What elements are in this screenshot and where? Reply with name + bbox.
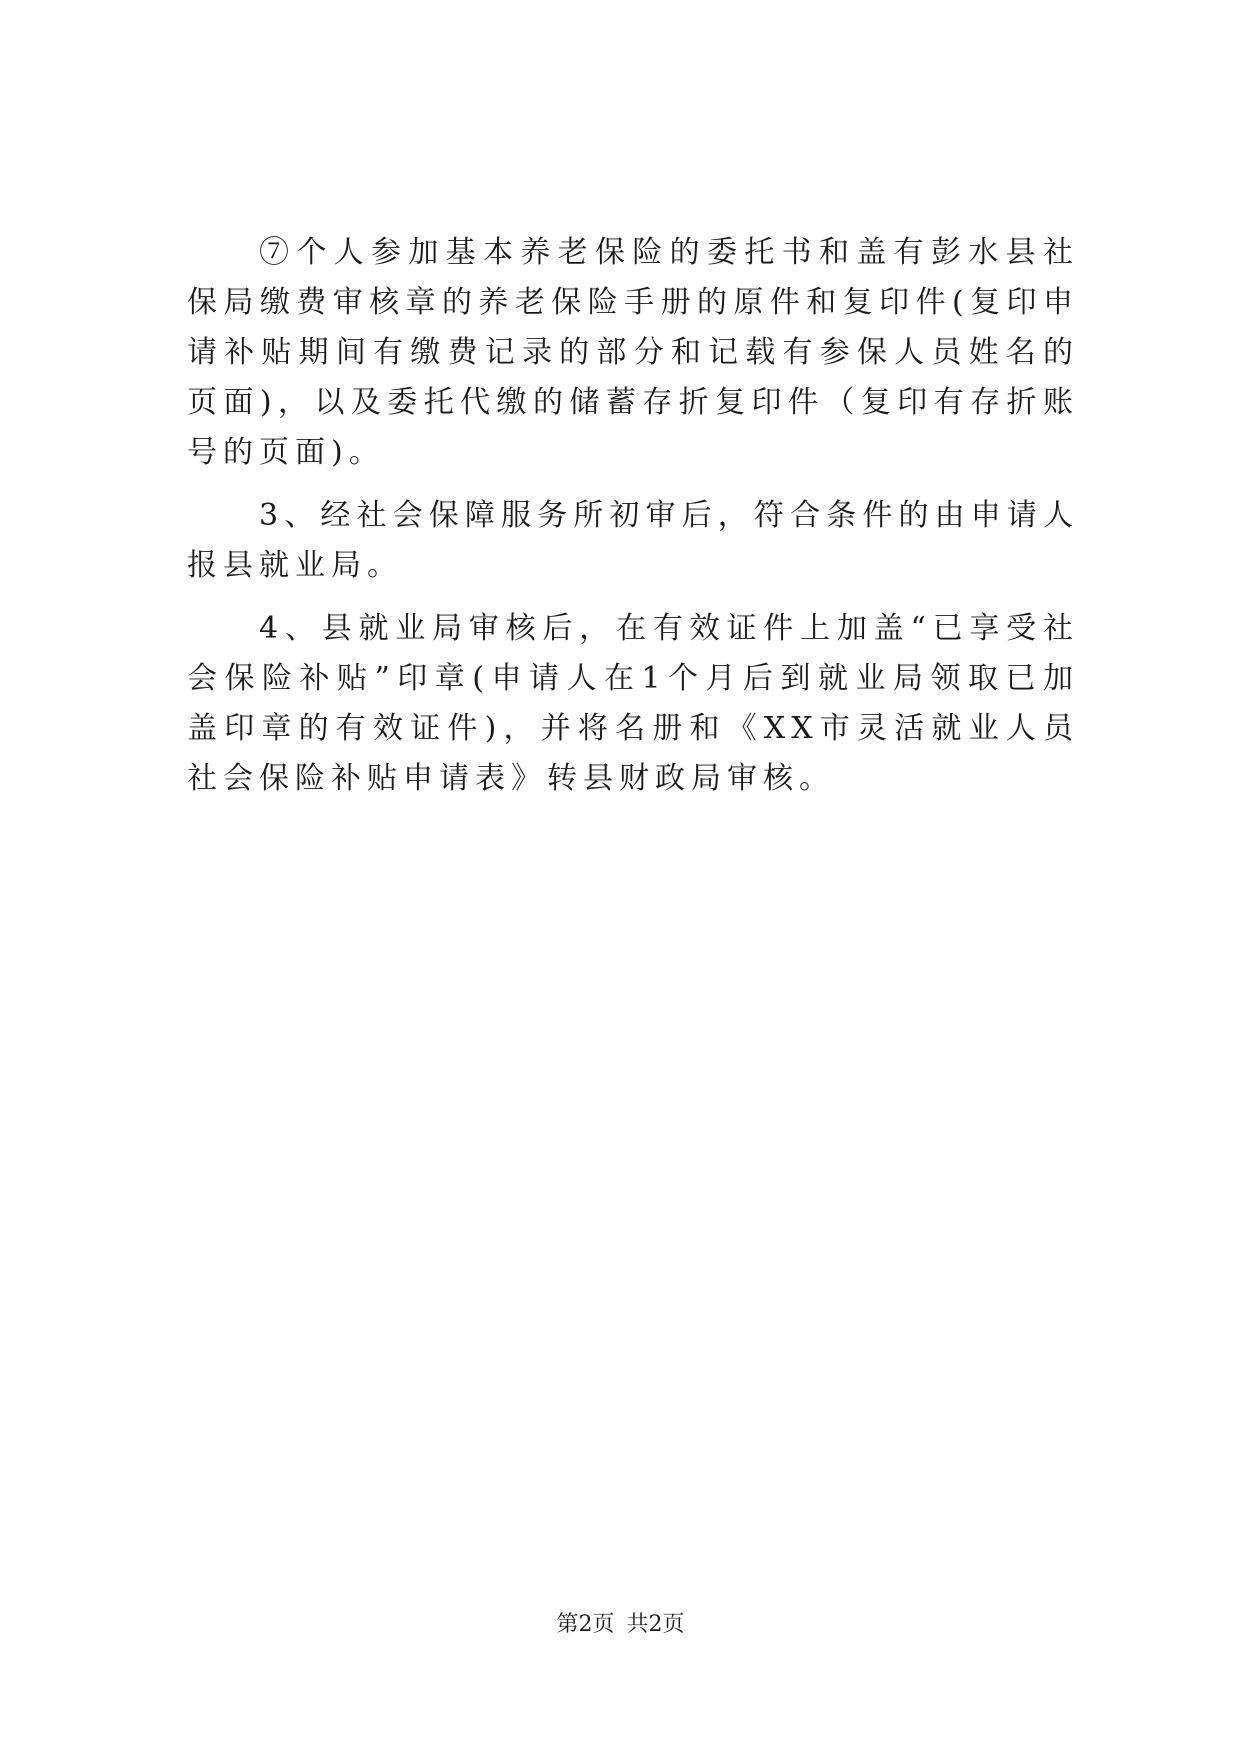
paragraph-step-4: 4、县就业局审核后，在有效证件上加盖“已享受社会保险补贴”印章(申请人在1个月后到就业局领取已加盖印章的有效证件)，并将名册和《XX市灵活就业人员社会保险补贴申请表》转县财政局审核。	[187, 611, 1079, 796]
page-footer	[0, 1610, 1241, 1640]
document-body	[187, 228, 1079, 817]
paragraph-step-3: 3、经社会保障服务所初审后，符合条件的由申请人报县就业局。	[187, 498, 1079, 583]
page-total: 共2页	[626, 1612, 685, 1637]
page-number: 第2页	[556, 1612, 615, 1637]
paragraph-required-materials: ⑦个人参加基本养老保险的委托书和盖有彭水县社保局缴费审核章的养老保险手册的原件和复印件(复印申请补贴期间有缴费记录的部分和记载有参保人员姓名的页面)，以及委托代缴的储蓄存折复印件（复印有存折账号的页面)。	[187, 235, 1079, 470]
